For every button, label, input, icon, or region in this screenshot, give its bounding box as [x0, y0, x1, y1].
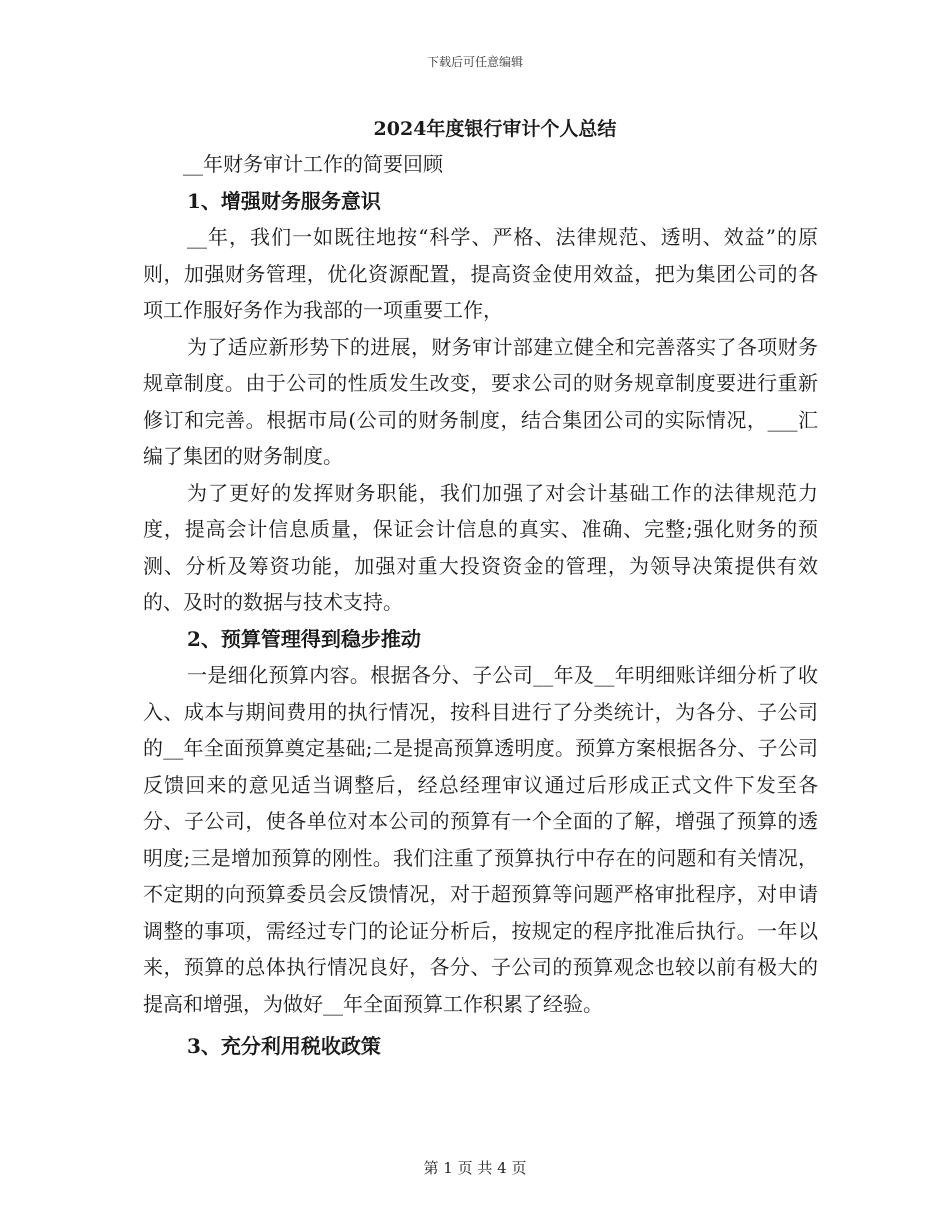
paragraph: 为了更好的发挥财务职能，我们加强了对会计基础工作的法律规范力度，提高会计信息质量，保证会计信息的真实、准确、完整;强化财务的预测、分析及筹资功能，加强对重大投资资金的管理，为领导决策提供有效的、及时的数据与技术支持。: [143, 480, 818, 614]
section-heading-1: 1、增强财务服务意识: [187, 188, 381, 213]
paragraph: __年，我们一如既往地按“科学、严格、法律规范、透明、效益”的原则，加强财务管理，优化资源配置，提高资金使用效益，把为集团公司的各项工作服好务作为我部的一项重要工作，: [143, 225, 818, 322]
page-number: 第 1 页 共 4 页: [423, 1159, 527, 1177]
paragraph: 一是细化预算内容。根据各分、子公司__年及__年明细账详细分析了收入、成本与期间费用的执行情况，按科目进行了分类统计，为各分、子公司的__年全面预算奠定基础;二是提高预算透明度。预算方案根据各分、子公司反馈回来的意见适当调整后，经总经理审议通过后形成正式文件下发至各分、子公司，使各单位对本公司的预算有一个全面的了解，增强了预算的透明度;三是增加预算的刚性。我们注重了预算执行中存在的问题和有关情况，不定期的向预算委员会反馈情况，对于超预算等问题严格审批程序，对申请调整的事项，需经过专门的论证分析后，按规定的程序批准后执行。一年以来，预算的总体执行情况良好，各分、子公司的预算观念也较以前有极大的提高和增强，为做好__年全面预算工作积累了经验。: [143, 663, 818, 1016]
page-header-note: 下载后可任意编辑: [426, 55, 523, 69]
intro-line: __年财务审计工作的简要回顾: [183, 152, 443, 176]
section-heading-3: 3、充分利用税收政策: [187, 1034, 381, 1058]
section-heading-2: 2、预算管理得到稳步推动: [187, 626, 421, 651]
paragraph: 为了适应新形势下的进展，财务审计部建立健全和完善落实了各项财务规章制度。由于公司的性质发生改变，要求公司的财务规章制度要进行重新修订和完善。根据市局(公司的财务制度，结合集团公司的实际情况，___汇编了集团的财务制度。: [143, 334, 818, 468]
document-title: 2024年度银行审计个人总结: [373, 118, 617, 140]
document-body: [143, 146, 818, 1065]
